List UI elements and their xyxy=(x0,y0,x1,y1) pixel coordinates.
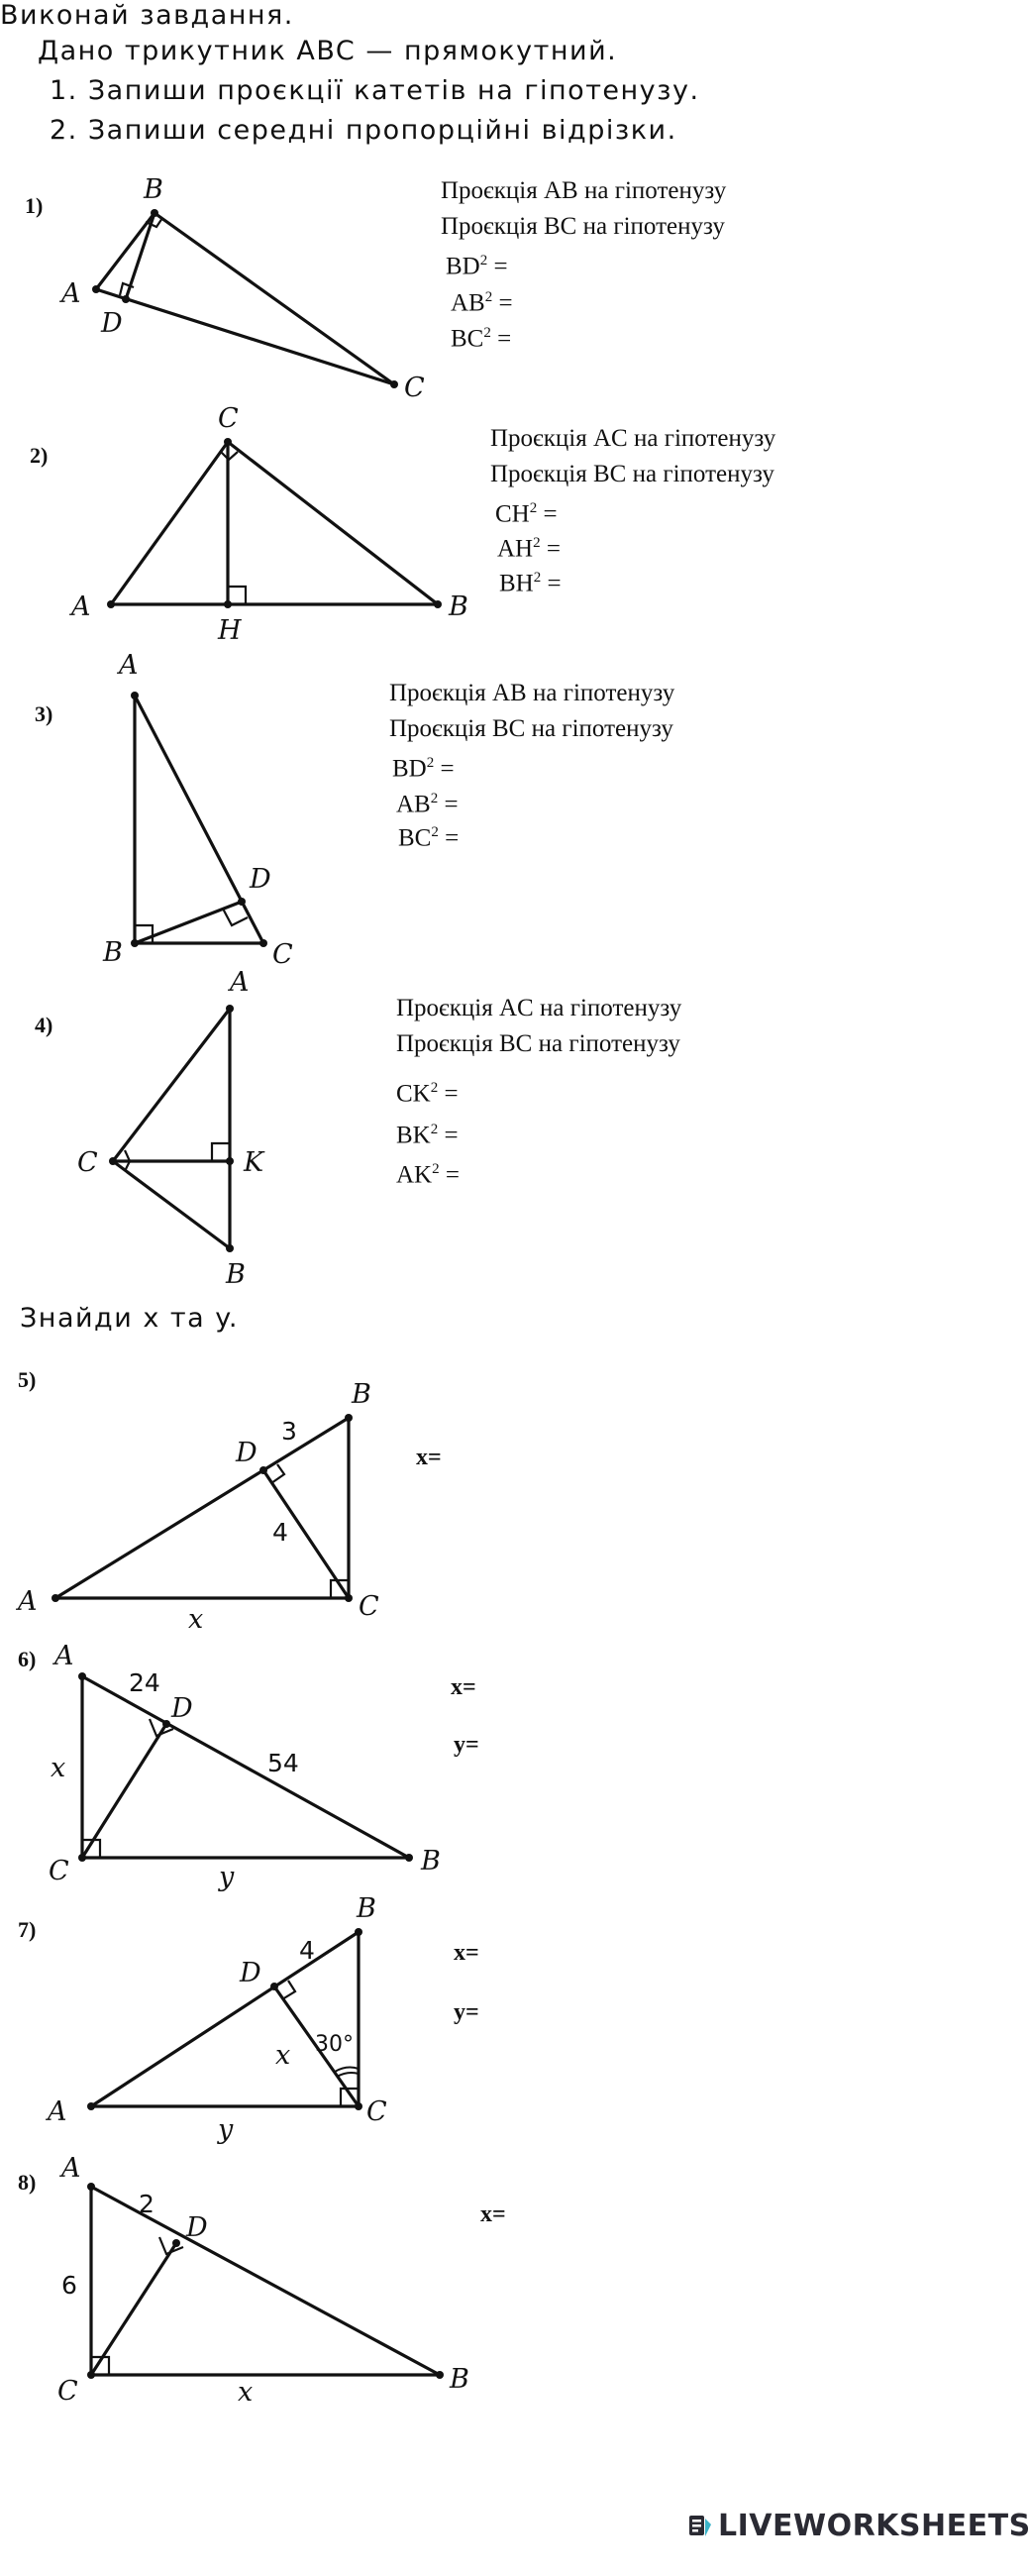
segment-AB xyxy=(82,1676,409,1858)
question-line: $AB^2$ = xyxy=(396,781,617,822)
brand-text: LIVEWORKSHEETS xyxy=(718,2509,1031,2543)
segment-AC xyxy=(113,1009,230,1161)
problem-number: 3) xyxy=(35,701,53,726)
question-line: Проєкція BC на гіпотенузу xyxy=(490,457,933,492)
figure-triangle-6 xyxy=(35,1630,461,1892)
vertex-label: A xyxy=(18,1586,38,1617)
segment-length: 4 xyxy=(272,1518,288,1547)
segment-AC xyxy=(135,696,263,943)
question-line: Проєкція AC на гіпотенузу xyxy=(490,421,934,457)
question-line: $BD^2$ = xyxy=(446,243,667,284)
section-title: Знайди x та y. xyxy=(20,1303,239,1334)
answer-field[interactable] xyxy=(674,681,833,708)
segment-length: 4 xyxy=(299,1936,315,1965)
vertex-label: A xyxy=(71,591,91,622)
question-line: $CK^2$ = xyxy=(396,1070,617,1112)
vertex-label: B xyxy=(103,937,123,968)
problem-number: 8) xyxy=(18,2170,37,2195)
variable-label: x xyxy=(275,2040,291,2071)
vertex-label: C xyxy=(359,1591,379,1622)
answer-x[interactable]: x= xyxy=(454,1940,479,1966)
brand-logo xyxy=(688,2509,1031,2543)
vertex-label: A xyxy=(48,2096,67,2127)
figure-triangle-7 xyxy=(40,1882,436,2145)
question-line: $AK^2$ = xyxy=(396,1151,618,1193)
segment-CB xyxy=(113,1161,230,1248)
problem-number: 4) xyxy=(35,1013,53,1037)
segment-AB xyxy=(96,213,155,289)
segment-AB xyxy=(91,1932,359,2106)
angle-label: 30° xyxy=(315,2032,354,2057)
figure-triangle-5 xyxy=(10,1372,406,1635)
vertex-label: B xyxy=(421,1846,441,1877)
segment-length: 2 xyxy=(139,2190,155,2218)
answer-x[interactable]: x= xyxy=(480,2201,506,2227)
question-line: $BC^2$ = xyxy=(451,315,670,357)
problem-number: 2) xyxy=(30,443,49,468)
altitude-CD xyxy=(91,2243,176,2375)
vertex-label: C xyxy=(218,403,239,434)
instruction-given: Дано трикутник ABC — прямокутний. xyxy=(38,36,618,66)
liveworksheets-icon xyxy=(688,2513,712,2540)
answer-field[interactable] xyxy=(673,716,832,744)
question-line: $BH^2$ = xyxy=(499,560,720,601)
answer-y[interactable]: y= xyxy=(454,1732,479,1758)
answer-y[interactable]: y= xyxy=(454,1999,479,2025)
vertex-label: C xyxy=(49,1856,69,1886)
answer-field[interactable] xyxy=(680,1031,839,1059)
vertex-label: D xyxy=(186,2212,208,2243)
vertex-label: B xyxy=(352,1379,371,1410)
question-line: Проєкція BC на гіпотенузу xyxy=(389,711,832,747)
answer-field[interactable] xyxy=(774,462,933,489)
figure-triangle-4 xyxy=(69,967,327,1290)
segment-AB xyxy=(55,1418,349,1598)
right-angle-mark-D xyxy=(282,1981,295,1999)
question-line: $BK^2$ = xyxy=(396,1112,617,1153)
segment-length: 24 xyxy=(129,1668,160,1697)
problem-number: 5) xyxy=(18,1367,37,1392)
answer-field[interactable] xyxy=(681,996,840,1023)
question-line: $BC^2$ = xyxy=(398,814,617,856)
problem-number: 7) xyxy=(18,1917,37,1942)
answer-field[interactable] xyxy=(726,178,884,206)
variable-label: y xyxy=(218,2114,234,2145)
answer-field[interactable] xyxy=(460,1163,618,1191)
variable-label: x xyxy=(238,2377,254,2408)
answer-field[interactable] xyxy=(508,255,667,282)
vertex-label: K xyxy=(244,1147,264,1178)
vertex-label: A xyxy=(119,650,139,681)
vertex-label: C xyxy=(404,373,425,403)
segment-BC xyxy=(155,213,394,384)
angle-arc xyxy=(335,2068,359,2072)
variable-label: y xyxy=(219,1862,235,1892)
figure-triangle-8 xyxy=(40,2145,505,2413)
altitude-BD xyxy=(135,902,242,943)
vertex-label: D xyxy=(101,308,123,339)
segment-length: 3 xyxy=(281,1417,297,1446)
answer-field[interactable] xyxy=(775,426,934,454)
question-line: $AH^2$ = xyxy=(497,525,719,567)
instruction-step-1: 1. Запиши проєкції катетів на гіпотенузу. xyxy=(50,75,700,106)
segment-length: 54 xyxy=(267,1749,299,1777)
question-line: Проєкція AB на гіпотенузу xyxy=(441,173,884,209)
vertex-label: C xyxy=(272,939,293,970)
problem-number: 1) xyxy=(25,193,44,218)
problem-number: 6) xyxy=(18,1647,37,1671)
variable-label: x xyxy=(188,1604,204,1635)
variable-label: x xyxy=(51,1753,66,1783)
segment-length: 6 xyxy=(61,2271,77,2300)
vertex-label: C xyxy=(57,2376,78,2407)
vertex-label: D xyxy=(236,1438,258,1468)
question-line: Проєкція BC на гіпотенузу xyxy=(396,1026,839,1062)
vertex-label: B xyxy=(226,1259,246,1290)
question-line: $AB^2$ = xyxy=(451,279,671,321)
question-line: Проєкція AB на гіпотенузу xyxy=(389,676,833,711)
question-line: $BD^2$ = xyxy=(392,745,613,787)
answer-x[interactable]: x= xyxy=(416,1445,442,1470)
vertex-label: D xyxy=(250,864,271,895)
segment-AC xyxy=(111,442,228,604)
segment-AC xyxy=(96,289,394,384)
right-angle-mark-D xyxy=(223,909,248,925)
question-line: $CH^2$ = xyxy=(495,490,716,532)
right-angle-mark-D xyxy=(271,1464,284,1483)
angle-arc xyxy=(337,2073,359,2077)
instruction-title: Виконай завдання. xyxy=(0,0,294,31)
altitude-CD xyxy=(82,1724,166,1858)
vertex-label: A xyxy=(230,967,250,998)
answer-field[interactable] xyxy=(459,826,617,854)
vertex-label: B xyxy=(449,591,468,622)
right-angle-mark-D xyxy=(159,2237,183,2254)
question-line: Проєкція AC на гіпотенузу xyxy=(396,991,840,1026)
vertex-label: D xyxy=(171,1693,193,1724)
vertex-label: A xyxy=(61,278,81,309)
answer-field[interactable] xyxy=(725,214,883,242)
vertex-label: D xyxy=(240,1958,261,1988)
figure-triangle-1 xyxy=(40,163,456,401)
vertex-label: B xyxy=(144,174,163,205)
vertex-label: C xyxy=(366,2096,387,2127)
vertex-label: A xyxy=(54,1641,74,1671)
figure-triangle-2 xyxy=(59,396,495,654)
vertex-label: C xyxy=(77,1147,98,1178)
vertex-label: H xyxy=(218,615,242,646)
answer-field[interactable] xyxy=(562,572,720,599)
answer-x[interactable]: x= xyxy=(451,1674,476,1700)
vertex-label: B xyxy=(450,2364,469,2395)
answer-field[interactable] xyxy=(459,1124,617,1151)
answer-field[interactable] xyxy=(459,1082,617,1110)
vertex-label: B xyxy=(357,1893,376,1924)
instruction-step-2: 2. Запиши середні пропорційні відрізки. xyxy=(50,115,677,146)
segment-CB xyxy=(228,442,438,604)
question-line: Проєкція BC на гіпотенузу xyxy=(441,209,883,245)
vertex-label: A xyxy=(61,2153,81,2184)
answer-field[interactable] xyxy=(511,327,670,355)
